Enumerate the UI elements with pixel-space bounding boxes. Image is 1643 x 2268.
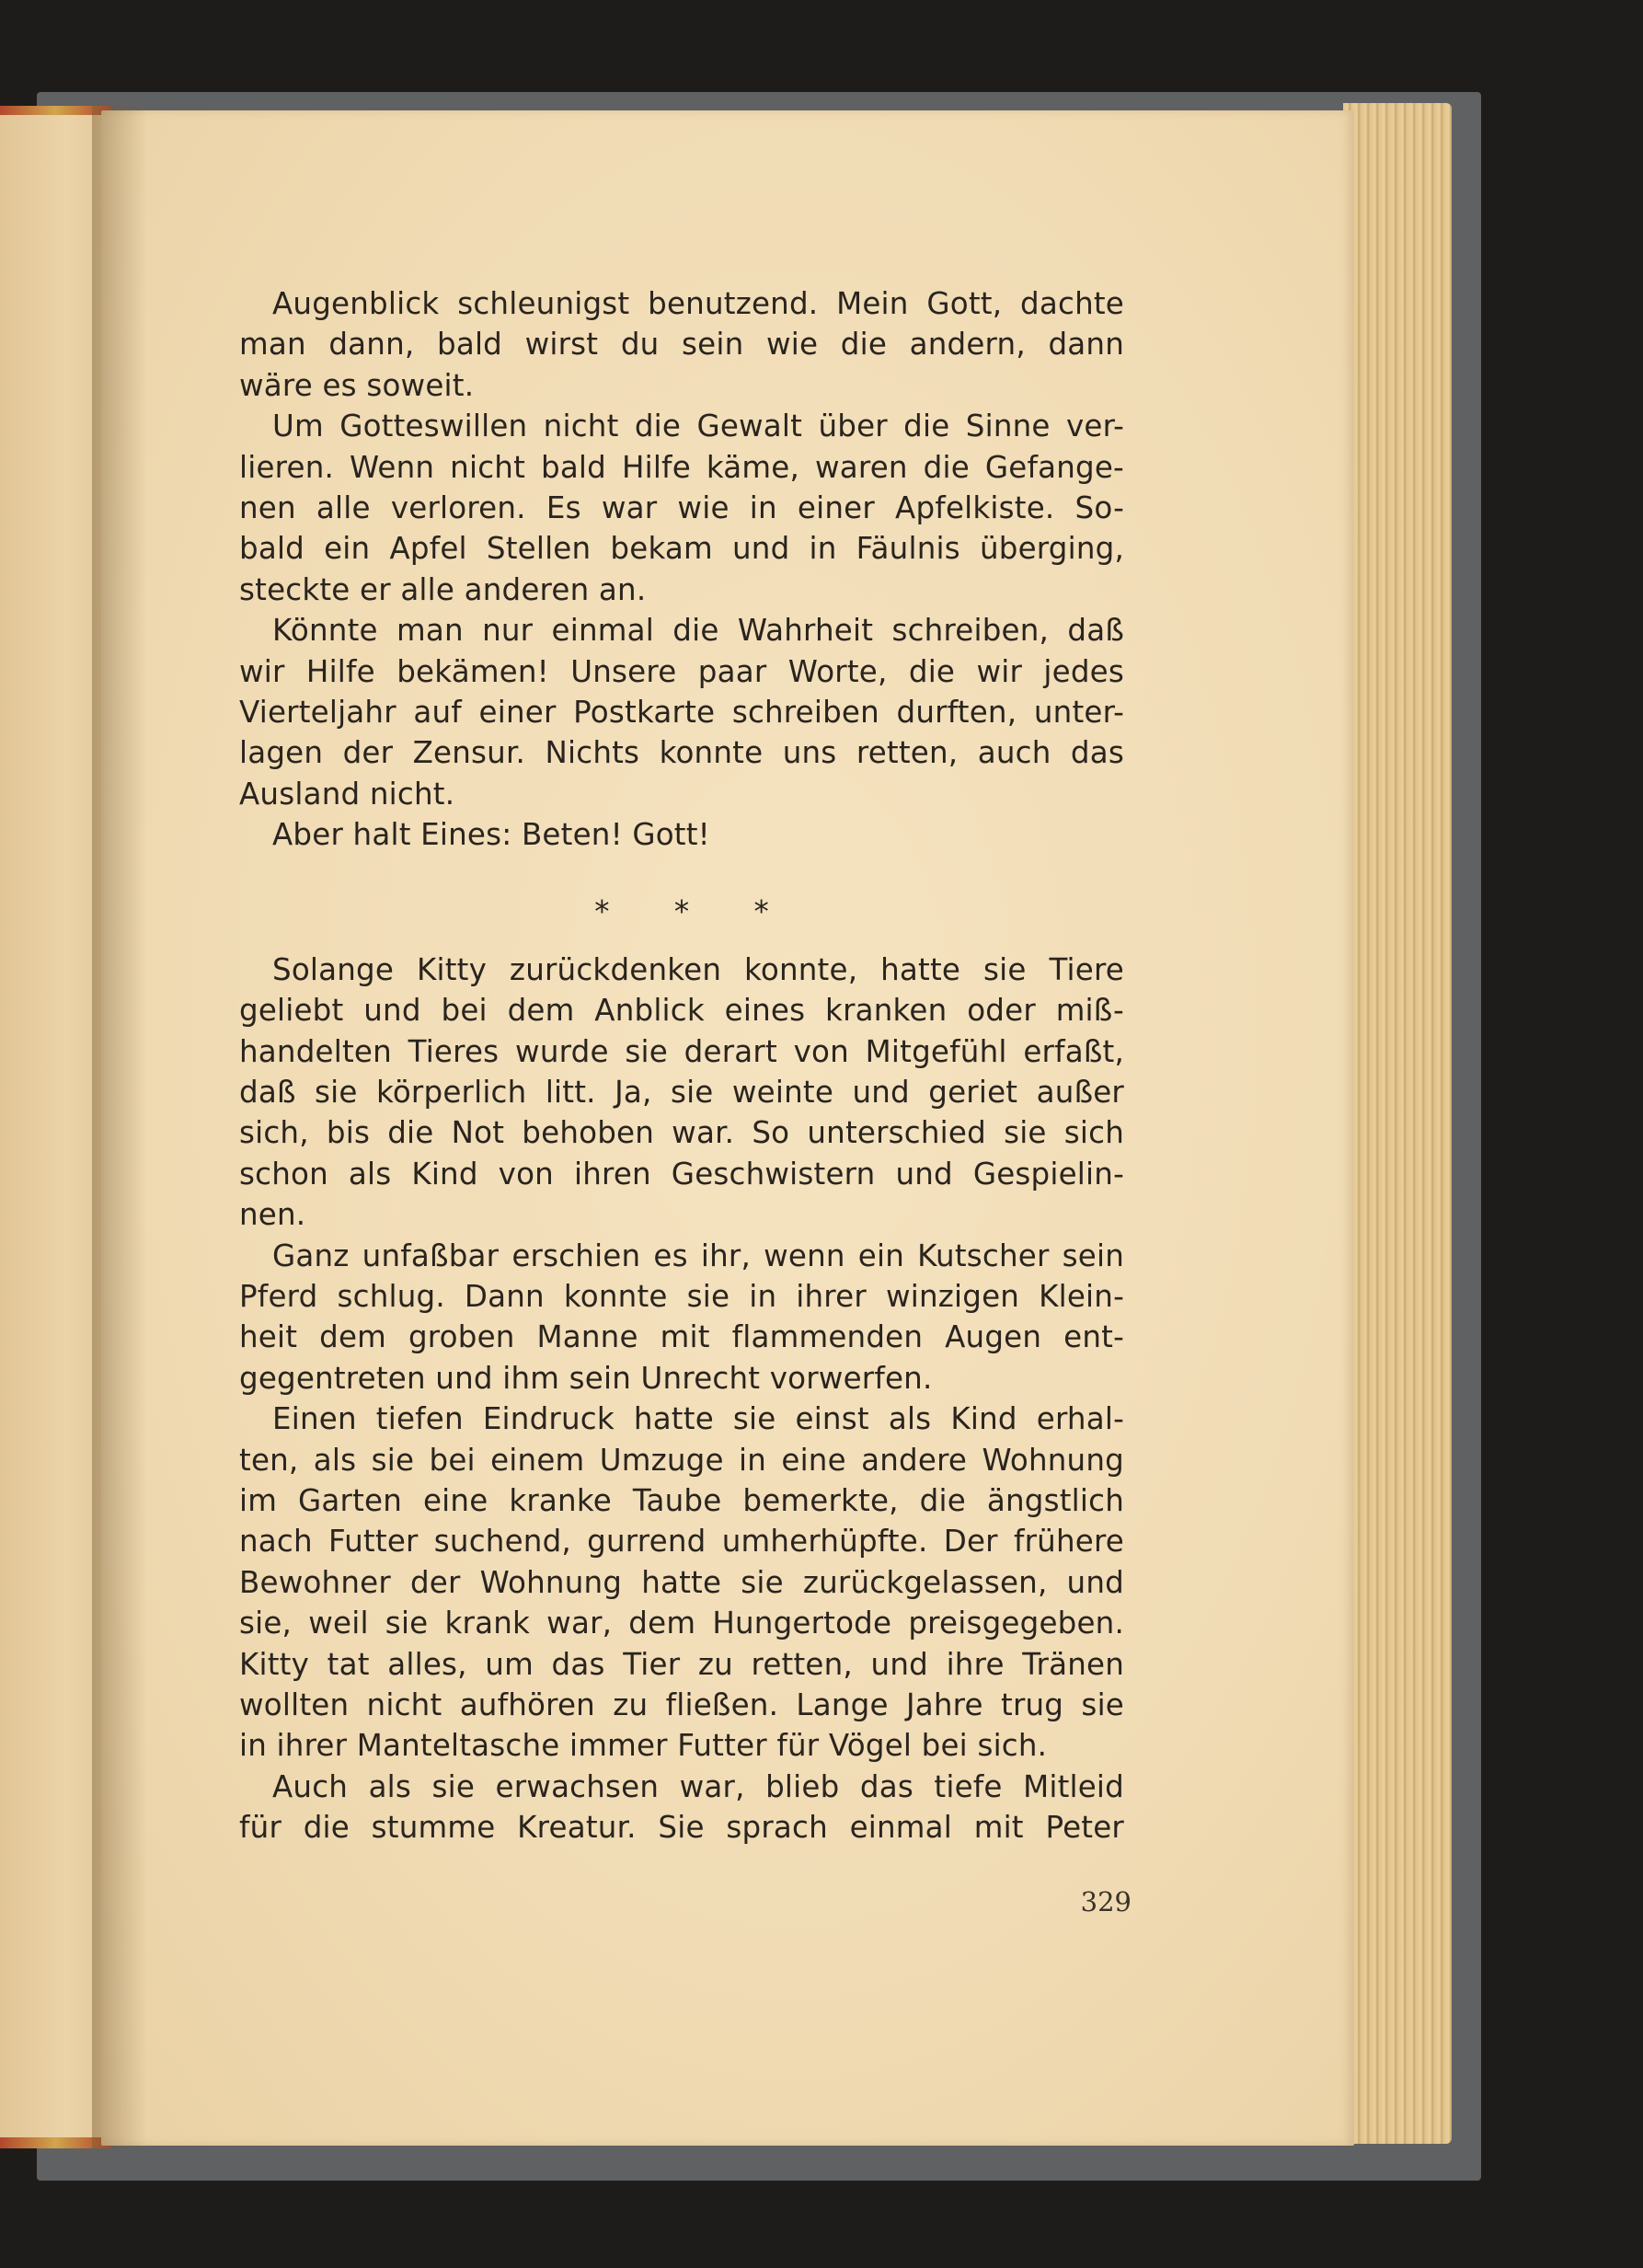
text-line: in ihrer Manteltasche immer Futter für Vögel bei sich. <box>239 1728 1048 1764</box>
paragraph <box>239 814 1124 855</box>
text-line: nen alle verloren. Es war wie in einer Apfelkiste. So- <box>239 490 1124 526</box>
text-line: daß sie körperlich litt. Ja, sie weinte und geriet außer <box>239 1074 1124 1110</box>
text-line: wir Hilfe bekämen! Unsere paar Worte, die wir jedes <box>239 653 1124 689</box>
text-line: Ganz unfaßbar erschien es ihr, wenn ein Kutscher sein <box>272 1238 1124 1273</box>
text-line: Kitty tat alles, um das Tier zu retten, und ihre Tränen <box>239 1646 1124 1682</box>
text-line: ten, als sie bei einem Umzuge in eine andere Wohnung <box>239 1442 1124 1478</box>
text-line: geliebt und bei dem Anblick eines kranken oder miß- <box>239 993 1124 1029</box>
text-line: Solange Kitty zurückdenken konnte, hatte sie Tiere <box>272 951 1124 987</box>
text-line: nach Futter suchend, gurrend umherhüpfte. Der frühere <box>239 1524 1124 1560</box>
text-line: für die stumme Kreatur. Sie sprach einmal mit Peter <box>239 1810 1124 1846</box>
text-line: wäre es soweit. <box>239 367 475 403</box>
text-line: handelten Tieres wurde sie derart von Mitgefühl erfaßt, <box>239 1033 1124 1069</box>
text-line: schon als Kind von ihren Geschwistern und Gespielin- <box>239 1156 1124 1192</box>
paragraph <box>239 1399 1124 1767</box>
paragraph <box>239 610 1124 814</box>
page-text <box>239 283 1124 1848</box>
text-section-before-break <box>239 283 1124 856</box>
paragraph <box>239 283 1124 406</box>
book-page <box>101 110 1354 2146</box>
text-line: Bewohner der Wohnung hatte sie zurückgelassen, und <box>239 1564 1124 1600</box>
text-line: lieren. Wenn nicht bald Hilfe käme, waren die Gefange- <box>239 449 1124 485</box>
paragraph <box>239 406 1124 610</box>
text-line: Um Gotteswillen nicht die Gewalt über die Sinne ver- <box>272 409 1124 444</box>
text-line: gegentreten und ihm sein Unrecht vorwerfen. <box>239 1360 933 1396</box>
section-separator: * * * <box>594 893 797 929</box>
page-number: 329 <box>1080 1886 1132 1917</box>
text-line: Augenblick schleunigst benutzend. Mein Gott, dachte <box>272 286 1124 321</box>
text-line: Vierteljahr auf einer Postkarte schreiben durften, unter- <box>239 695 1124 731</box>
text-line: Könnte man nur einmal die Wahrheit schreiben, daß <box>272 613 1124 649</box>
text-line: Auch als sie erwachsen war, blieb das tiefe Mitleid <box>272 1768 1124 1804</box>
text-line: heit dem groben Manne mit flammenden Augen ent- <box>239 1319 1124 1355</box>
text-line: man dann, bald wirst du sein wie die andern, dann <box>239 327 1124 363</box>
text-line: steckte er alle anderen an. <box>239 571 647 607</box>
text-line: lagen der Zensur. Nichts konnte uns retten, auch das <box>239 735 1124 771</box>
text-section-after-break <box>239 950 1124 1848</box>
text-line: wollten nicht aufhören zu fließen. Lange Jahre trug sie <box>239 1687 1124 1722</box>
paragraph <box>239 950 1124 1236</box>
text-line: Einen tiefen Eindruck hatte sie einst als Kind erhal- <box>272 1401 1124 1437</box>
text-line: im Garten eine kranke Taube bemerkte, die ängstlich <box>239 1482 1124 1518</box>
text-line: nen. <box>239 1197 306 1233</box>
gutter-shadow <box>92 106 147 2148</box>
text-line: bald ein Apfel Stellen bekam und in Fäulnis überging, <box>239 531 1124 567</box>
text-line: Ausland nicht. <box>239 776 455 812</box>
text-line: sich, bis die Not behoben war. So unterschied sie sich <box>239 1115 1124 1151</box>
paragraph <box>239 1767 1124 1848</box>
text-line: sie, weil sie krank war, dem Hungertode preisgegeben. <box>239 1606 1124 1641</box>
page-edges <box>1343 103 1452 2144</box>
paragraph <box>239 1236 1124 1399</box>
text-line: Pferd schlug. Dann konnte sie in ihrer winzigen Klein- <box>239 1278 1124 1314</box>
text-line: Aber halt Eines: Beten! Gott! <box>272 817 710 853</box>
